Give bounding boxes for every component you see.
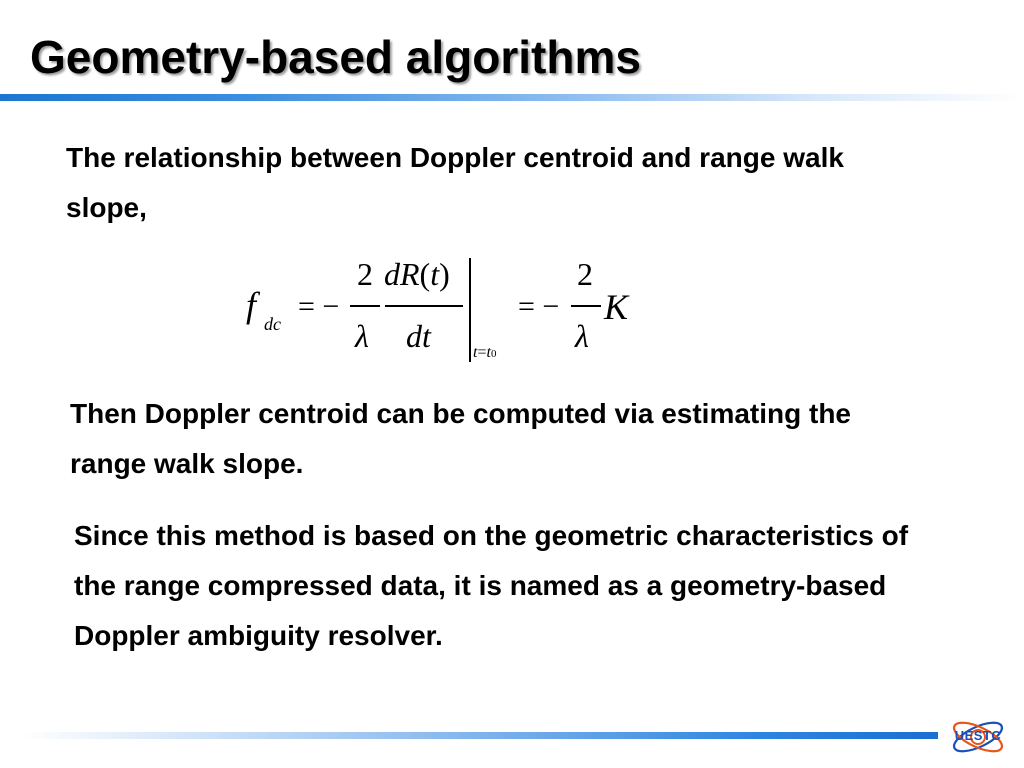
eq-subscript-dc: dc xyxy=(264,314,281,334)
eq-frac1-numerator: 2 xyxy=(357,256,373,292)
eq-eval-t0-sub: 0 xyxy=(490,348,497,360)
paragraph-method-description: Since this method is based on the geometric characteristics of the range compressed data, it is named as a geometry-based Doppler ambiguity resolver. xyxy=(74,520,909,651)
eq-d: d xyxy=(384,256,400,292)
eq-derivative-numerator xyxy=(384,256,450,293)
eq-K: K xyxy=(604,287,629,327)
eq-eval-t: t xyxy=(473,344,478,361)
eq-derivative-denominator xyxy=(406,318,431,355)
eq-den-t: t xyxy=(422,318,431,354)
doppler-centroid-equation xyxy=(240,252,660,372)
slide-title: Geometry-based algorithms xyxy=(30,31,641,83)
eq-frac1-denominator: λ xyxy=(355,318,369,354)
eq-eval-t0: t xyxy=(486,344,491,361)
logo-text: UESTC xyxy=(954,728,1002,743)
eq-den-d: d xyxy=(406,318,422,354)
eq-evaluation-bar xyxy=(469,258,471,362)
eq-R: R xyxy=(400,256,420,292)
eq-frac2-bar xyxy=(571,305,601,307)
eq-frac2-numerator: 2 xyxy=(577,256,593,292)
eq-open-paren: ( xyxy=(419,256,431,292)
eq-frac2-denominator: λ xyxy=(575,318,589,354)
eq-frac1-bar xyxy=(350,305,380,307)
paragraph-relationship: The relationship between Doppler centroid and range walk slope, xyxy=(66,142,844,223)
eq-t: t xyxy=(430,256,440,292)
eq-f: f xyxy=(246,285,257,325)
footer-divider xyxy=(22,732,938,739)
paragraph-estimation: Then Doppler centroid can be computed via estimating the range walk slope. xyxy=(70,398,852,479)
eq-eval-eq: = xyxy=(477,344,487,361)
eq-derivative-bar xyxy=(385,305,463,307)
title-divider xyxy=(0,94,1024,101)
eq-close-paren: ) xyxy=(439,256,450,292)
eq-equals-minus-1: = − xyxy=(298,290,340,323)
uestc-logo xyxy=(946,710,1010,766)
eq-evaluation-subscript xyxy=(473,344,496,362)
eq-equals-minus-2: = − xyxy=(518,290,560,323)
